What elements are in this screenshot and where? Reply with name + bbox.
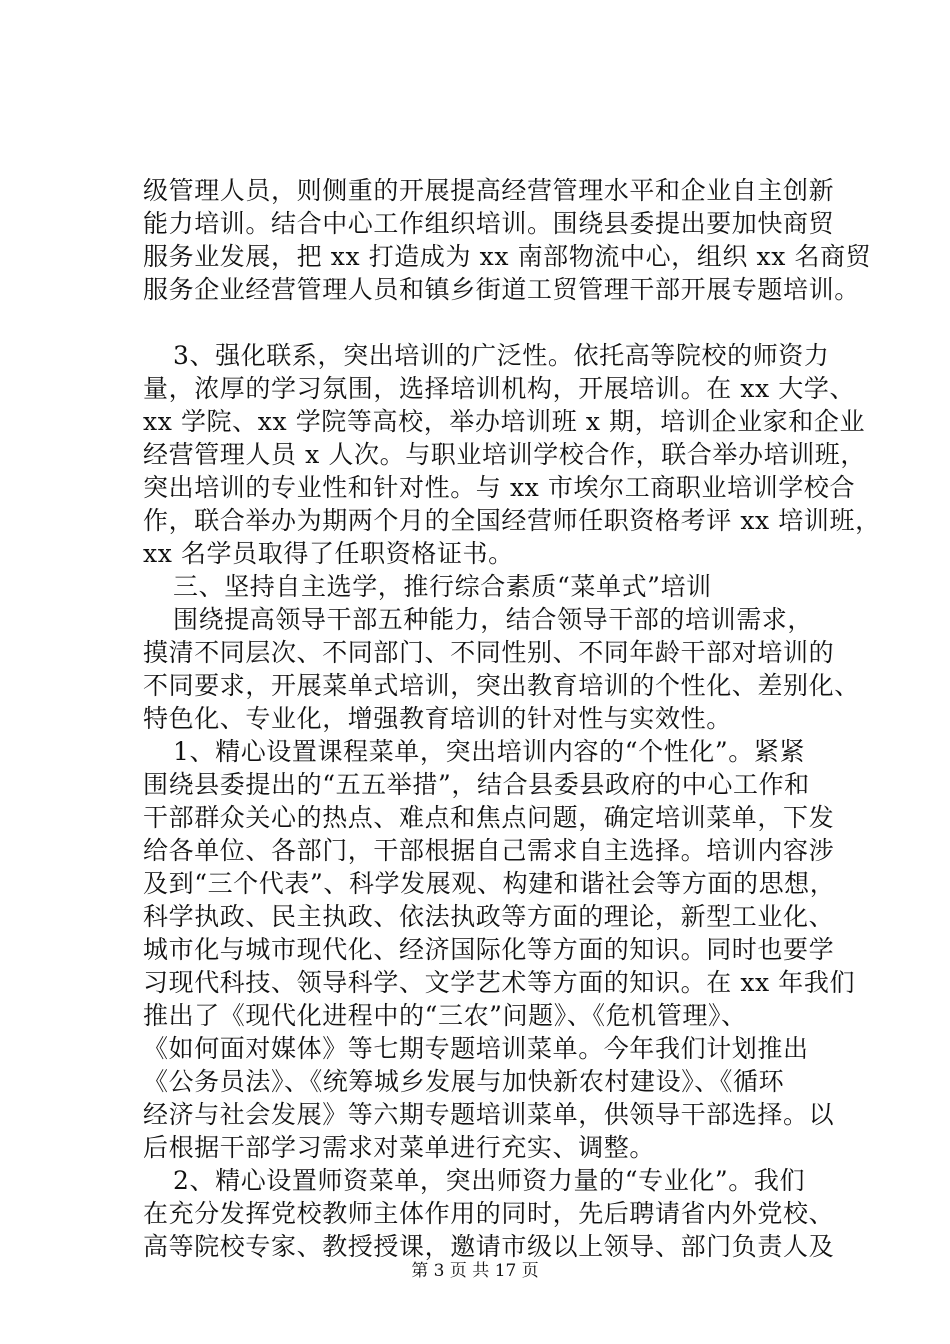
text-line: 级管理人员，则侧重的开展提高经营管理水平和企业自主创新 (143, 176, 835, 205)
text-line: 《公务员法》、《统筹城乡发展与加快新农村建设》、《循环 (143, 1067, 785, 1096)
text-line: 给各单位、各部门，干部根据自己需求自主选择。培训内容涉 (143, 836, 835, 865)
text-line: xx 学院、xx 学院等高校，举办培训班 x 期，培训企业家和企业 (143, 407, 866, 436)
text-line: 量，浓厚的学习氛围，选择培训机构，开展培训。在 xx 大学、 (143, 374, 856, 403)
text-line: 能力培训。结合中心工作组织培训。围绕县委提出要加快商贸 (143, 209, 835, 238)
text-line: 高等院校专家、教授授课，邀请市级以上领导、部门负责人及 (143, 1232, 835, 1261)
text-line: 服务业发展，把 xx 打造成为 xx 南部物流中心，组织 xx 名商贸 (143, 242, 872, 271)
text-line: 在充分发挥党校教师主体作用的同时，先后聘请省内外党校、 (143, 1199, 835, 1228)
section-heading: 三、坚持自主选学，推行综合素质“菜单式”培训 (173, 572, 712, 601)
text-line: 推出了《现代化进程中的“三农”问题》、《危机管理》、 (143, 1001, 747, 1030)
text-line: 1、精心设置课程菜单，突出培训内容的“个性化”。紧紧 (173, 737, 806, 766)
text-line: 科学执政、民主执政、依法执政等方面的理论，新型工业化、 (143, 902, 835, 931)
text-line: 3、强化联系，突出培训的广泛性。依托高等院校的师资力 (173, 341, 830, 370)
text-line: 干部群众关心的热点、难点和焦点问题，确定培训菜单，下发 (143, 803, 835, 832)
text-line: 经营管理人员 x 人次。与职业培训学校合作，联合举办培训班， (143, 440, 866, 469)
text-line: 《如何面对媒体》等七期专题培训菜单。今年我们计划推出 (143, 1034, 809, 1063)
text-line: 及到“三个代表”、科学发展观、构建和谐社会等方面的思想， (143, 869, 836, 898)
text-line: 特色化、专业化，增强教育培训的针对性与实效性。 (143, 704, 732, 733)
text-line: 服务企业经营管理人员和镇乡街道工贸管理干部开展专题培训。 (143, 275, 860, 304)
text-line: 城市化与城市现代化、经济国际化等方面的知识。同时也要学 (143, 935, 835, 964)
text-line: 突出培训的专业性和针对性。与 xx 市埃尔工商职业培训学校合 (143, 473, 856, 502)
text-line: 习现代科技、领导科学、文学艺术等方面的知识。在 xx 年我们 (143, 968, 856, 997)
text-line: 2、精心设置师资菜单，突出师资力量的“专业化”。我们 (173, 1166, 806, 1195)
text-line: 作，联合举办为期两个月的全国经营师任职资格考评 xx 培训班， (143, 506, 881, 535)
text-line: 围绕提高领导干部五种能力，结合领导干部的培训需求， (173, 605, 814, 634)
text-line: 后根据干部学习需求对菜单进行充实、调整。 (143, 1133, 656, 1162)
text-line: 经济与社会发展》等六期专题培训菜单，供领导干部选择。以 (143, 1100, 835, 1129)
page-number-footer: 第 3 页 共 17 页 (411, 1261, 539, 1281)
text-line: 不同要求，开展菜单式培训，突出教育培训的个性化、差别化、 (143, 671, 860, 700)
text-line: 摸清不同层次、不同部门、不同性别、不同年龄干部对培训的 (143, 638, 835, 667)
text-line: 围绕县委提出的“五五举措”，结合县委县政府的中心工作和 (143, 770, 810, 799)
text-line: xx 名学员取得了任职资格证书。 (143, 539, 514, 568)
